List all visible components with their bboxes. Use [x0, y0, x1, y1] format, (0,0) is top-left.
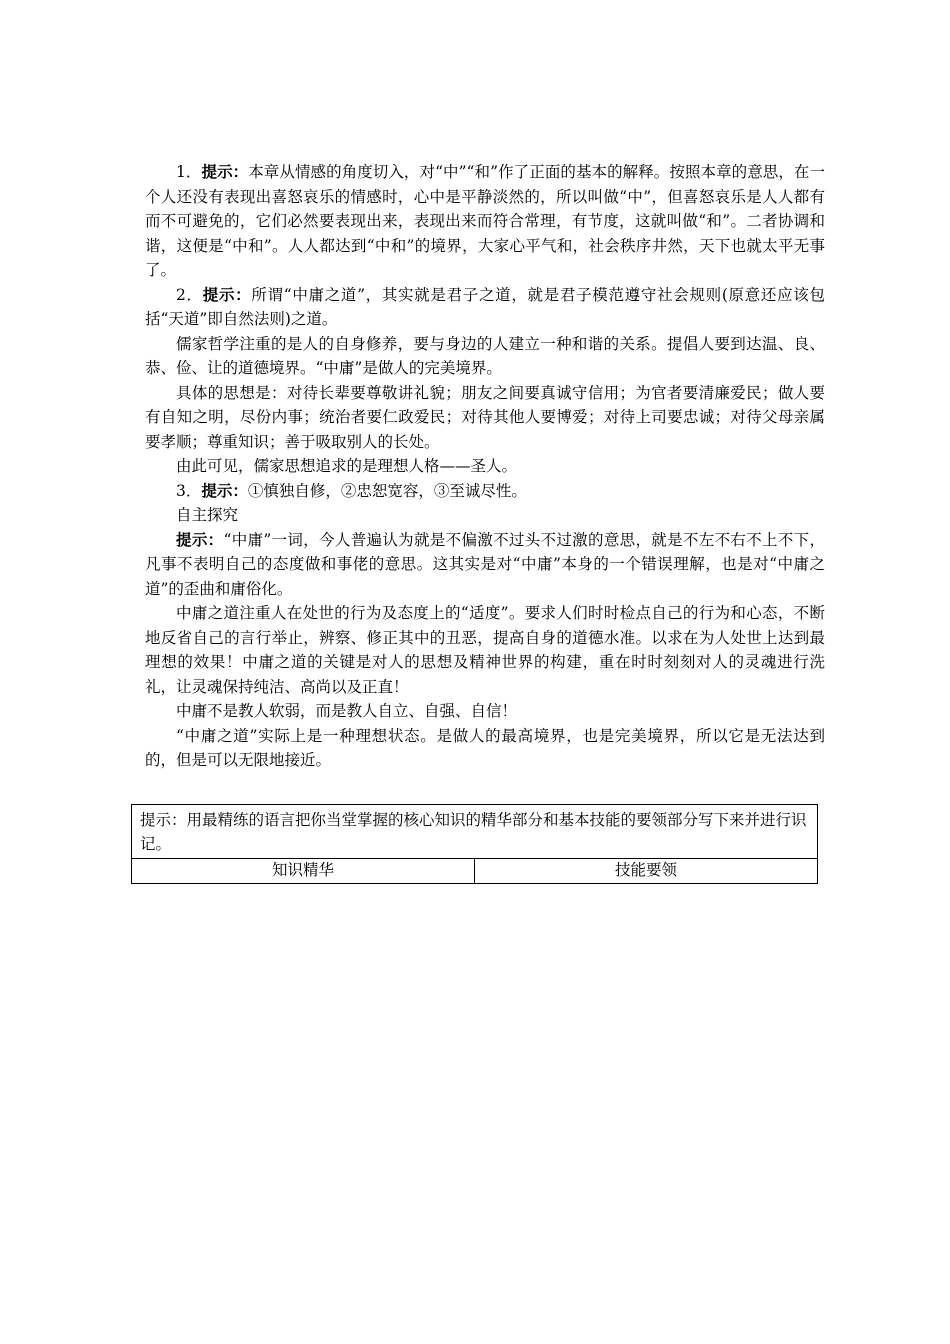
- column-skills: 技能要领: [474, 859, 817, 883]
- tip-label: 提示：: [201, 162, 249, 181]
- paragraph-2: 2．提示：所谓“中庸之道”，其实就是君子之道，就是君子模范遵守社会规则(原意还应该包括“天道”即自然法则)之道。: [145, 284, 825, 328]
- answer-content: [145, 160, 825, 773]
- column-knowledge: 知识精华: [271, 861, 334, 879]
- paragraph-6: 3．提示：①慎独自修，②忠恕宽容，③至诚尽性。: [176, 480, 527, 500]
- paragraph-3: 儒家哲学注重的是人的自身修养，要与身边的人建立一种和谐的关系。提倡人要到达温、良、恭、俭、让的道德境界。“中庸”是做人的完美境界。: [145, 334, 825, 377]
- paragraph-4: 具体的思想是：对待长辈要尊敬讲礼貌；朋友之间要真诚守信用；为官者要清廉爱民；做人要有自知之明，尽份内事；统治者要仁政爱民；对待其他人要博爱；对待上司要忠诚；对待父母亲属要孝顺；尊重知识；善于吸取别人的长处。: [145, 383, 825, 451]
- paragraph-8: 提示：“中庸”一词，今人普遍认为就是不偏激不过头不过激的意思，就是不左不右不上不下，凡事不表明自己的态度做和事佬的意思。这其实是对“中庸”本身的一个错误理解，也是对“中庸之道”的歪曲和庸俗化。: [145, 529, 825, 598]
- tip-label: 提示：: [201, 480, 248, 500]
- section-heading: 自主探究: [176, 506, 239, 524]
- paragraph-1: 1．提示：本章从情感的角度切入，对“中”“和”作了正面的基本的解释。按照本章的意思，在一个人还没有表现出喜怒哀乐的情感时，心中是平静淡然的，所以叫做“中”，但喜怒哀乐是人人都有而不可避免的，它们必然要表现出来，表现出来而符合常理，有节度，这就叫做“和”。二者协调和谐，这便是“中和”。人人都达到“中和”的境界，大家心平气和，社会秩序井然，天下也就太平无事了。: [145, 162, 825, 279]
- summary-columns: [132, 859, 817, 883]
- paragraph-5: 由此可见，儒家思想追求的是理想人格——圣人。: [176, 457, 518, 475]
- summary-tip: 提示：用最精练的语言把你当堂掌握的核心知识的精华部分和基本技能的要领部分写下来并进行识记。: [132, 805, 817, 859]
- summary-table: [131, 804, 818, 884]
- tip-label: 提示：: [176, 529, 224, 549]
- paragraph-10: 中庸不是教人软弱，而是教人自立、自强、自信！: [176, 702, 518, 720]
- paragraph-9: 中庸之道注重人在处世的行为及态度上的“适度”。要求人们时时检点自己的行为和心态，不断地反省自己的言行举止，辨察、修正其中的丑恶，提高自身的道德水准。以求在为人处世上达到最理想的效果！中庸之道的关键是对人的思想及精神世界的构建，重在时时刻刻对人的灵魂进行洗礼，让灵魂保持纯洁、高尚以及正直！: [145, 604, 825, 696]
- tip-label: 提示：: [202, 284, 252, 304]
- paragraph-11: “中庸之道”实际上是一种理想状态。是做人的最高境界，也是完美境界，所以它是无法达到的，但是可以无限地接近。: [145, 726, 825, 769]
